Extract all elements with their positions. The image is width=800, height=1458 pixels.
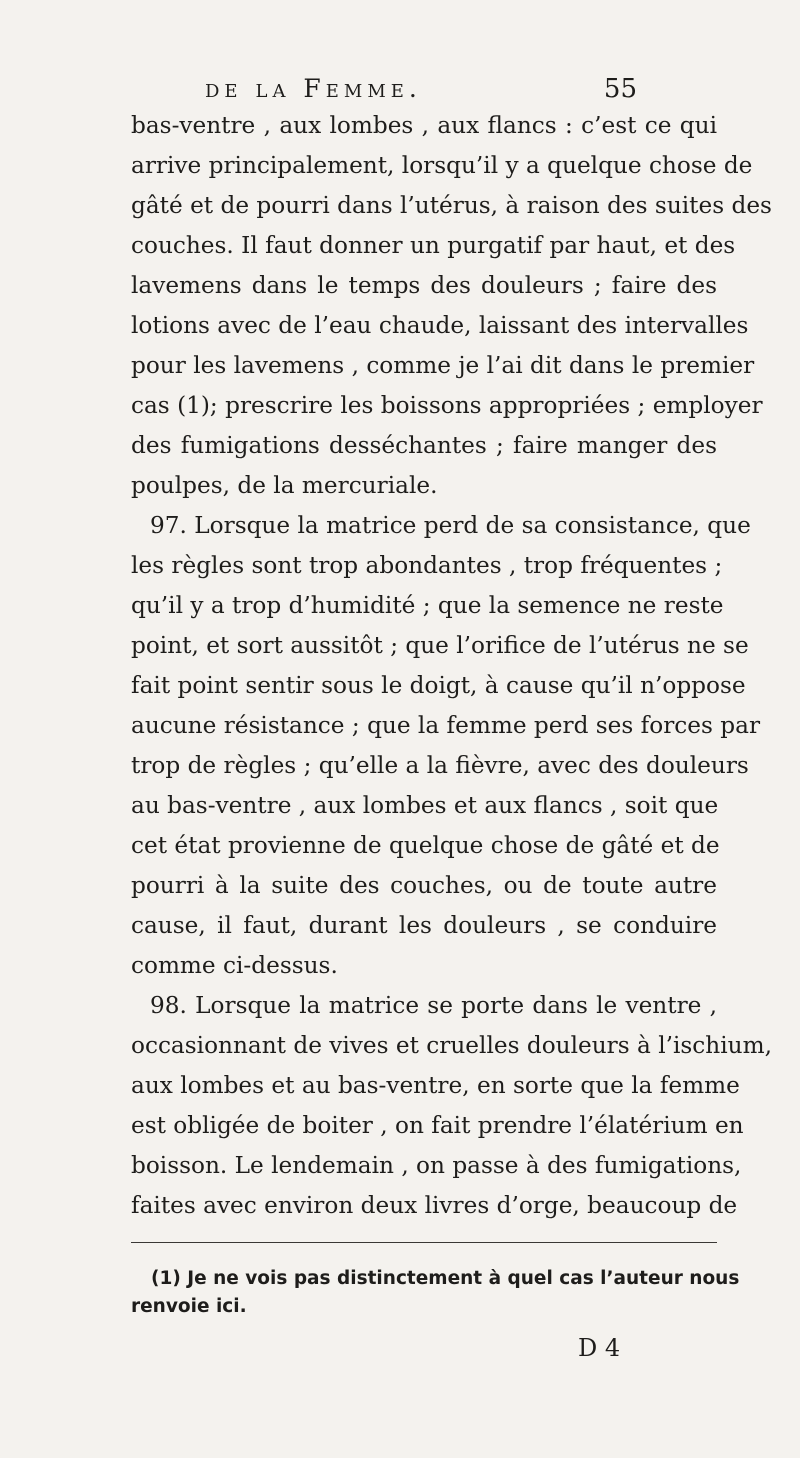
text-line: trop de règles ; qu’elle a la fièvre, avec des douleurs bbox=[131, 752, 749, 779]
text-line: cet état provienne de quelque chose de gâté et de bbox=[131, 832, 720, 859]
signature-mark: D 4 bbox=[578, 1334, 621, 1362]
text-line: des fumigations desséchantes ; faire manger des bbox=[131, 432, 717, 459]
text-line: poulpes, de la mercuriale. bbox=[131, 472, 438, 499]
text-line: lavemens dans le temps des douleurs ; faire des bbox=[131, 272, 717, 299]
paragraph-98-start: 98. Lorsque la matrice se porte dans le ventre , bbox=[150, 992, 717, 1019]
running-head bbox=[205, 70, 635, 110]
body-text bbox=[131, 106, 772, 1226]
footnote-divider bbox=[131, 1242, 717, 1243]
text-line: arrive principalement, lorsqu’il y a quelque chose de bbox=[131, 152, 753, 179]
text-line: fait point sentir sous le doigt, à cause qu’il n’oppose bbox=[131, 672, 746, 699]
text-line: boisson. Le lendemain , on passe à des fumigations, bbox=[131, 1152, 742, 1179]
text-line: couches. Il faut donner un purgatif par haut, et des bbox=[131, 232, 736, 259]
text-line: lotions avec de l’eau chaude, laissant des intervalles bbox=[131, 312, 749, 339]
footnote bbox=[131, 1265, 740, 1321]
footnote-line: renvoie ici. bbox=[131, 1296, 247, 1317]
text-line: est obligée de boiter , on fait prendre l’élatérium en bbox=[131, 1112, 744, 1139]
text-line: pour les lavemens , comme je l’ai dit dans le premier bbox=[131, 352, 755, 379]
text-line: cause, il faut, durant les douleurs , se conduire bbox=[131, 912, 717, 939]
text-line: aucune résistance ; que la femme perd ses forces par bbox=[131, 712, 761, 739]
text-line: gâté et de pourri dans l’utérus, à raison des suites des bbox=[131, 192, 772, 219]
footnote-line: (1) Je ne vois pas distinctement à quel cas l’auteur nous bbox=[151, 1268, 740, 1289]
paragraph-97-start: 97. Lorsque la matrice perd de sa consistance, que bbox=[150, 512, 751, 539]
text-line: bas-ventre , aux lombes , aux flancs : c’est ce qui bbox=[131, 112, 717, 139]
text-line: aux lombes et au bas-ventre, en sorte que la femme bbox=[131, 1072, 740, 1099]
text-line: faites avec environ deux livres d’orge, beaucoup de bbox=[131, 1192, 738, 1219]
text-line: occasionnant de vives et cruelles douleurs à l’ischium, bbox=[131, 1032, 772, 1059]
text-line: les règles sont trop abondantes , trop fréquentes ; bbox=[131, 552, 723, 579]
text-line: qu’il y a trop d’humidité ; que la semence ne reste bbox=[131, 592, 724, 619]
text-line: au bas-ventre , aux lombes et aux flancs , soit que bbox=[131, 792, 719, 819]
text-line: pourri à la suite des couches, ou de toute autre bbox=[131, 872, 717, 899]
text-line: point, et sort aussitôt ; que l’orifice de l’utérus ne se bbox=[131, 632, 749, 659]
text-line: cas (1); prescrire les boissons appropriées ; employer bbox=[131, 392, 763, 419]
running-title: de la Femme. bbox=[205, 74, 422, 103]
page-number: 55 bbox=[603, 74, 637, 104]
text-line: comme ci-dessus. bbox=[131, 952, 338, 979]
